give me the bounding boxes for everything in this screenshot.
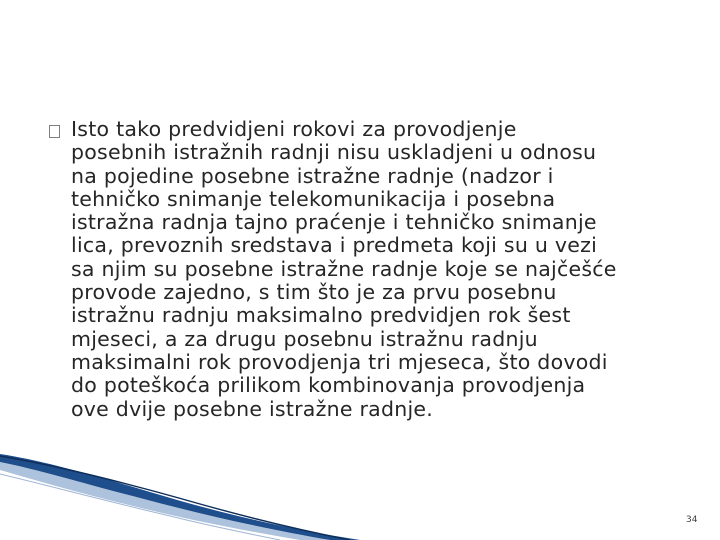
bullet-box-icon bbox=[49, 125, 60, 138]
text-line: maksimalni rok provodjenja tri mjeseca, što dovodi bbox=[71, 349, 608, 374]
text-line: mjeseci, a za drugu posebnu istražnu radnju bbox=[71, 326, 538, 351]
bullet-item bbox=[49, 118, 689, 421]
text-line: sa njim su posebne istražne radnje koje se najčešće bbox=[71, 256, 617, 281]
page-number: 34 bbox=[686, 515, 698, 525]
bullet-text bbox=[49, 118, 689, 421]
swoosh-decoration bbox=[0, 440, 720, 540]
text-line: istražna radnja tajno praćenje i tehničko snimanje bbox=[71, 210, 597, 235]
text-line: lica, prevoznih sredstava i predmeta koji su u vezi bbox=[71, 233, 598, 258]
text-line: na pojedine posebne istražne radnje (nadzor i bbox=[71, 163, 554, 188]
text-line: Isto tako predvidjeni rokovi za provodjenje bbox=[71, 117, 517, 141]
text-line: provode zajedno, s tim što je za prvu posebnu bbox=[71, 280, 557, 305]
text-line: posebnih istražnih radnji nisu uskladjeni u odnosu bbox=[71, 140, 597, 165]
text-line: istražnu radnju maksimalno predvidjen rok šest bbox=[71, 303, 571, 328]
text-line: do poteškoća prilikom kombinovanja provodjenja bbox=[71, 373, 586, 398]
text-line: ove dvije posebne istražne radnje. bbox=[71, 396, 434, 421]
text-line: tehničko snimanje telekomunikacija i posebna bbox=[71, 186, 556, 211]
